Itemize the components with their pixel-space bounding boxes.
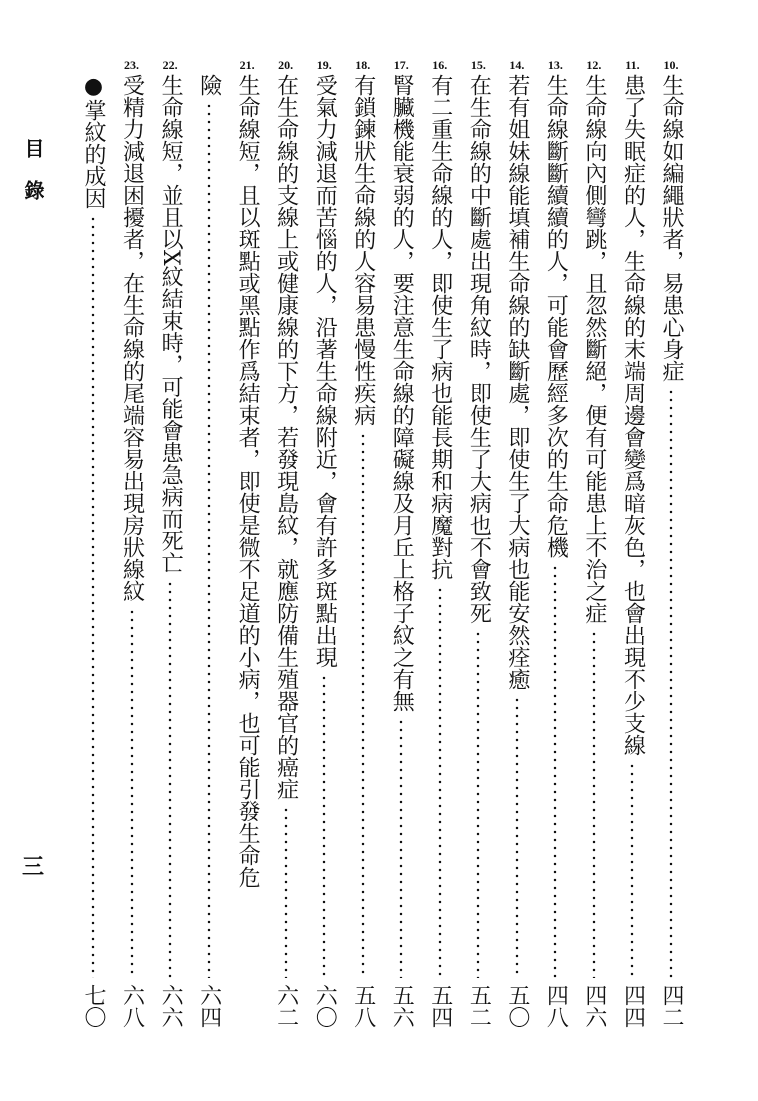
toc-entry-title: 腎臟機能衰弱的人，要注意生命線的障礙線及月丘上格子紋之有無: [389, 74, 415, 712]
toc-entry-body: [654, 74, 688, 1028]
toc-entry-body: [500, 74, 534, 1028]
toc-entry-body: [76, 74, 110, 1028]
toc-entry-number: 21.: [239, 58, 255, 72]
toc-entry-title: 生命線斷斷續續的人，可能會歷經多次的生命危機: [543, 74, 569, 558]
toc-entry-page: 五二: [466, 984, 492, 1028]
toc-entry-number: 11.: [625, 58, 640, 72]
toc-entry[interactable]: [307, 58, 341, 1028]
toc-entry[interactable]: [654, 58, 688, 1028]
toc-entry-number: 18.: [355, 58, 371, 72]
toc-entry-title: 若有姐妹線能填補生命線的缺斷處，即使生了大病也能安然痊癒: [504, 74, 530, 690]
toc-entry-body: [346, 74, 380, 1028]
toc-leader-dots: [461, 630, 495, 978]
toc-entry-title: 在生命線的中斷處出現角紋時，即使生了大病也不會致死: [466, 74, 492, 624]
toc-entry[interactable]: [461, 58, 495, 1028]
toc-entry-page: 四八: [543, 984, 569, 1028]
toc-entry-number: 19.: [316, 58, 332, 72]
toc-leader-dots: [76, 215, 110, 978]
toc-entry-body: [115, 74, 149, 1028]
toc-entry[interactable]: [192, 58, 226, 1028]
toc-entry-page: 六六: [158, 984, 184, 1028]
toc-entry-page: 七〇: [81, 984, 106, 1028]
toc-entry[interactable]: [346, 58, 380, 1028]
toc-entry[interactable]: [230, 58, 264, 1028]
toc-entry-number: 15.: [470, 58, 486, 72]
page-number: 三: [22, 854, 45, 880]
toc-entry-title: 受精力減退困擾者，在生命線的尾端容易出現房狀線紋: [119, 74, 145, 602]
toc-leader-dots: [269, 806, 303, 978]
toc-entry[interactable]: [153, 58, 187, 1028]
toc-leader-dots: [384, 718, 418, 978]
toc-leader-dots: [346, 432, 380, 978]
toc-entry-body: [461, 74, 495, 1028]
toc-entry-page: 四六: [581, 984, 607, 1028]
toc-entry-body: [269, 74, 303, 1028]
toc-entry-title: 生命線向內側彎跳，且忽然斷絕，便有可能患上不治之症: [581, 74, 607, 624]
toc-leader-dots: [192, 102, 226, 978]
toc-entry-body: [307, 74, 341, 1028]
toc-entry-number: 22.: [162, 58, 178, 72]
toc-entry-page: 五八: [350, 984, 376, 1028]
toc-entry-title: 有鎖鍊狀生命線的人容易患慢性疾病: [350, 74, 376, 426]
toc-leader-dots: [423, 586, 457, 978]
toc-leader-dots: [500, 696, 534, 978]
toc-leader-dots: [615, 762, 649, 978]
toc-entry-title: 生命線如編繩狀者，易患心身症: [658, 74, 684, 382]
toc-entry-body: [423, 74, 457, 1028]
toc-entry-page: 四二: [658, 984, 684, 1028]
toc-entry[interactable]: [577, 58, 611, 1028]
toc-leader-dots: [538, 564, 572, 978]
toc-leader-dots: [654, 388, 688, 978]
toc-entry-number: 13.: [547, 58, 563, 72]
toc-entry[interactable]: [500, 58, 534, 1028]
section-label: 目錄: [21, 138, 45, 222]
toc-entry[interactable]: [538, 58, 572, 1028]
toc-entry-page: 六八: [119, 984, 145, 1028]
toc-entry-page: 五四: [427, 984, 453, 1028]
toc-entry-body: [384, 74, 418, 1028]
toc-entry-title: 生命線短，且以斑點或黑點作爲結束者，即使是微不足道的小病，也可能引發生命危: [235, 74, 261, 888]
toc-entry-number: 10.: [663, 58, 679, 72]
toc-leader-dots: [115, 608, 149, 978]
toc-entry[interactable]: [115, 58, 149, 1028]
toc-entry-number: 14.: [509, 58, 525, 72]
toc-entry-body: [577, 74, 611, 1028]
toc-entry[interactable]: [423, 58, 457, 1028]
toc-entry-page: 六四: [196, 984, 222, 1028]
toc-entry-body: [615, 74, 649, 1028]
toc-entry-body: [192, 74, 226, 1028]
table-of-contents: [76, 58, 688, 1028]
toc-leader-dots: [153, 580, 187, 978]
toc-leader-dots: [577, 630, 611, 978]
toc-entry[interactable]: [615, 58, 649, 1028]
toc-entry[interactable]: [269, 58, 303, 1028]
toc-entry-number: 17.: [393, 58, 409, 72]
toc-entry-title: 受氣力減退而苦惱的人，沿著生命線附近，會有許多斑點出現: [312, 74, 338, 668]
toc-entry-number: 20.: [278, 58, 294, 72]
toc-entry-page: 四四: [620, 984, 646, 1028]
toc-entry-body: [153, 74, 187, 1028]
toc-entry-page: 六〇: [312, 984, 338, 1028]
toc-entry-number: 23.: [124, 58, 140, 72]
toc-entry-body: [230, 74, 264, 1028]
toc-entry-number: 16.: [432, 58, 448, 72]
toc-entry-title: 在生命線的支線上或健康線的下方，若發現島紋，就應防備生殖器官的癌症: [273, 74, 299, 800]
toc-entry[interactable]: [384, 58, 418, 1028]
toc-entry-number: 12.: [586, 58, 602, 72]
toc-entry-title: 險: [196, 74, 222, 96]
toc-entry-title: ●掌紋的成因: [81, 74, 106, 209]
toc-entry-title: 患了失眠症的人，生命線的末端周邊會變爲暗灰色，也會出現不少支線: [620, 74, 646, 756]
toc-entry-page: 五〇: [504, 984, 530, 1028]
toc-entry-page: 五六: [389, 984, 415, 1028]
toc-entry-body: [538, 74, 572, 1028]
toc-entry[interactable]: [76, 58, 110, 1028]
toc-entry-title: 有二重生命線的人，即使生了病也能長期和病魔對抗: [427, 74, 453, 580]
toc-entry-page: 六二: [273, 984, 299, 1028]
toc-entry-title: 生命線短，並且以X紋結束時，可能會患急病而死亡: [158, 74, 184, 574]
toc-leader-dots: [307, 674, 341, 978]
